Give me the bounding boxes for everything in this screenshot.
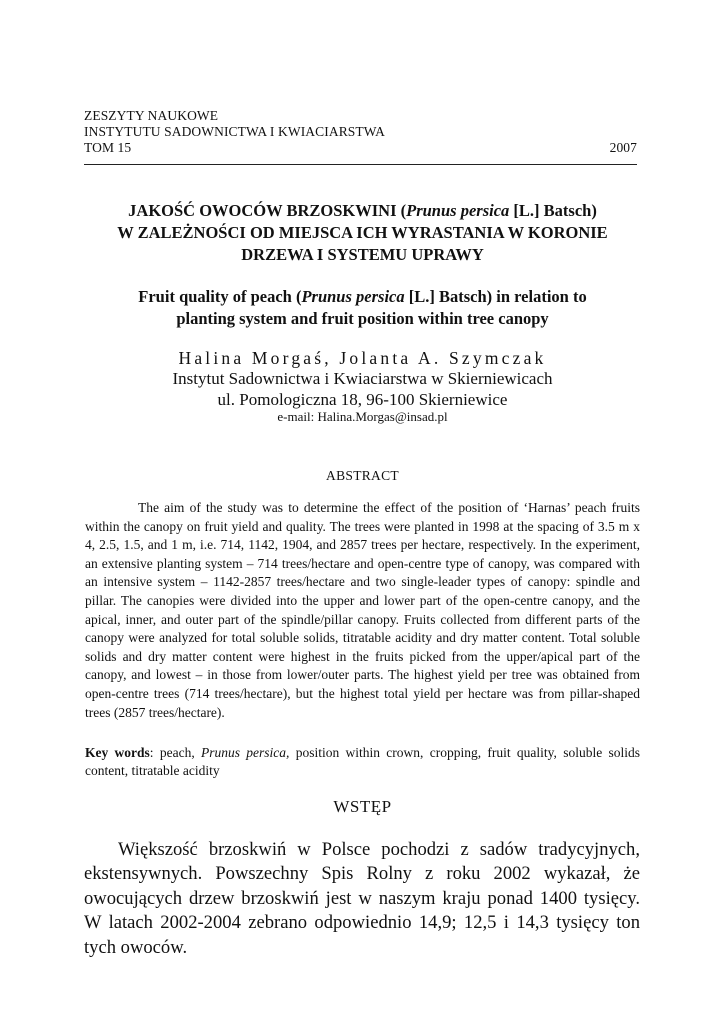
keywords-latin: Prunus persica, [201,745,290,760]
title-english-latin: Prunus persica [301,287,405,306]
section-body [84,838,640,960]
title-polish-text: JAKOŚĆ OWOCÓW BRZOSKWINI ( [128,201,407,220]
journal-name: ZESZYTY NAUKOWE [84,108,219,123]
journal-volume-row [84,140,637,156]
abstract-heading: ABSTRACT [326,468,399,483]
keywords-text-end: position within crown, cropping, fruit quality, soluble solids content, titratable acidity [85,745,640,778]
title-english [60,286,665,330]
section-heading: WSTĘP [333,797,392,816]
title-polish-text-end: [L.] Batsch) [509,201,597,220]
title-polish-line-3: DRZEWA I SYSTEMU UPRAWY [241,245,484,264]
institute-address: ul. Pomologiczna 18, 96-100 Skierniewice [217,390,508,409]
author-names: Halina Morgaś, Jolanta A. Szymczak [178,348,547,368]
abstract-paragraph: The aim of the study was to determine the effect of the position of ‘Harnas’ peach fruits within the canopy on fruit yield and quality. The trees were planted in 1998 at the spacing of 3.5 m x 4, 2.5, 1.5, and 1 m, i.e. 714, 1142, 1904, and 2857 trees per hectare, respectively. In the experiment, an extensive planting system – 714 trees/hectare and open-centre type of canopy, was compared with an intensive system – 1142-2857 trees/hectare and two single-leader types of canopy: spindle and pillar. The canopies were divided into the upper and lower part of the open-centre canopy, and the apical, inner, and outer part of the spindle/pillar canopy. Fruits collected from different parts of the canopy were analyzed for total soluble solids, titratable acidity and dry matter content. Total soluble solids and dry matter content were highest in the fruits picked from the upper/apical part of the canopy, and lowest – in those from lower/outer parts. The highest yield per tree was obtained from open-centre trees (714 trees/hectare), but the highest total yield per hectare was from pillar-shaped trees (2857 trees/hectare). [85,500,640,720]
title-english-text: Fruit quality of peach ( [138,287,302,306]
institute-name: Instytut Sadownictwa i Kwiaciarstwa w Skierniewicach [172,369,553,388]
section-paragraph: Większość brzoskwiń w Polsce pochodzi z sadów tradycyjnych, ekstensywnych. Powszechny Spis Rolny z roku 2002 wykazał, że owocujących drzew brzoskwiń jest w naszym kraju ponad 1400 tysięcy. W latach 2002-2004 zebrano odpowiednio 14,9; 12,5 i 14,3 tysięcy ton tych owoców. [84,839,640,958]
title-polish-line-2: W ZALEŻNOŚCI OD MIEJSCA ICH WYRASTANIA W KORONIE [117,223,608,242]
journal-header [84,108,637,156]
title-english-text-end: [L.] Batsch) in relation to [404,287,587,306]
title-polish [60,200,665,266]
journal-volume: TOM 15 [84,140,132,155]
affiliation [60,368,665,410]
title-english-line-1 [60,286,665,308]
title-polish-line-1 [60,200,665,222]
title-polish-latin: Prunus persica [406,201,510,220]
header-divider [84,164,637,165]
keywords-label: Key words [85,745,150,760]
journal-institute: INSTYTUTU SADOWNICTWA I KWIACIARSTWA [84,124,385,139]
journal-year: 2007 [609,140,637,155]
keywords-text: : peach, [149,745,201,760]
author-email: e-mail: Halina.Morgas@insad.pl [277,409,448,424]
abstract-body [85,499,640,722]
keywords [85,744,640,780]
title-english-line-2: planting system and fruit position within tree canopy [176,309,549,328]
